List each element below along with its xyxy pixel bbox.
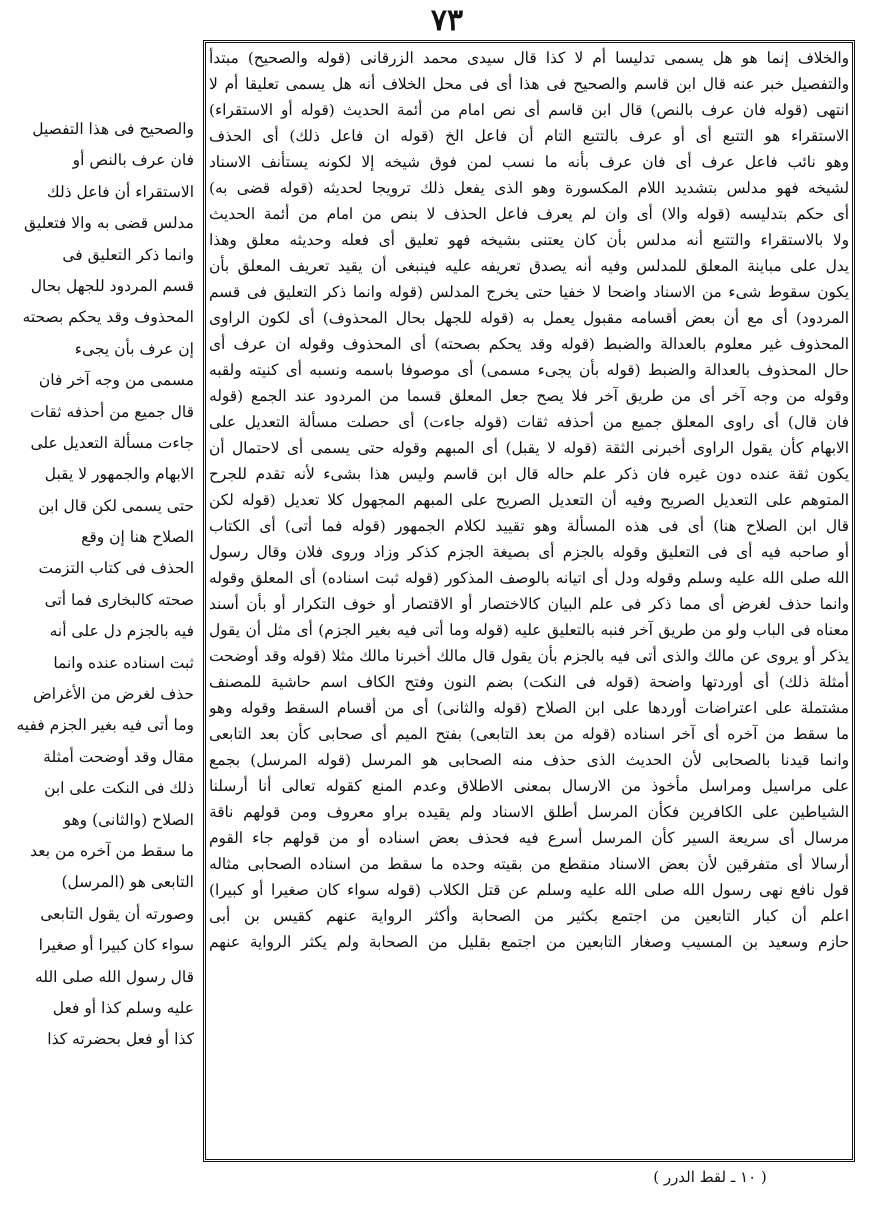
commentary-line: الشياطين على الكافرين فكأن المرسل أطلق الاسناد ولم يقيده براو معروف ومن قولهم ناقة [209, 803, 849, 821]
commentary-line: يذكر أو يروى عن مالك والذى أتى فيه بالجزم بأن يقول قال مالك أخبرنا مالك مثلا (قوله وقد أوضحت [209, 647, 849, 665]
matn-line: سواء كان كبيرا أو صغيرا [38, 936, 194, 955]
commentary-line: وانما قيدنا بالصحابى لأن الحديث الذى حذف منه الصحابى هو المرسل (قوله المرسل) بجمع [209, 751, 849, 769]
matn-line: قال رسول الله صلى الله [35, 967, 194, 986]
matn-line: حذف لغرض من الأغراض [32, 685, 194, 704]
signature-mark: ( ١٠ ـ لقط الدرر ) [653, 1168, 767, 1186]
page-number: ٧٣ [430, 3, 464, 38]
commentary-line: يكون ثقة عنده دون غيره فان ذكر علم حاله قال ابن قاسم وليس هذا بشىء لأنه تقدم للجرح [209, 465, 849, 483]
matn-line: المحذوف وقد يحكم بصحته [22, 308, 194, 327]
commentary-line: المتوهم على التعديل الصريح وفيه أن التعديل الصريح على المبهم المجهول كلا تعديل (قوله لكن [209, 491, 849, 509]
matn-line: فان عرف بالنص أو [72, 151, 194, 170]
commentary-line: مرسال أى سريعة السير كأن المرسل أسرع فيه فحذف بعض اسناده أو من قولهم جاء القوم [209, 829, 849, 847]
commentary-line: وانما حذف لغرض أى مما ذكر فى علم البيان كالاختصار أو الاقتصار أو خوف التكرار أو بأن أسند [209, 595, 849, 613]
matn-line: عليه وسلم كذا أو فعل [52, 998, 194, 1017]
commentary-line: وهو نائب فاعل عرف أى فان عرف بأنه ما نسب لمن فوق شيخه إلا لكونه يستأنف الاسناد [209, 153, 849, 171]
matn-line: ذلك فى النكت على ابن [44, 779, 194, 798]
matn-line: قسم المردود للجهل بحال [30, 276, 194, 295]
matn-line: وما أتى فيه بغير الجزم ففيه [16, 716, 194, 735]
matn-line: مسمى من وجه آخر فان [38, 371, 194, 390]
commentary-line: وقوله من وجه آخر أى من طريق آخر فلا يصح جعل المعلق قسما من المردود عند الجمع (قوله [209, 387, 849, 405]
commentary-line: فان قال) أى راوى المعلق جميع من أحذفه ثقات (قوله جاءت) أى حصلت مسألة التعديل على [209, 413, 849, 431]
commentary-line: مشتملة على اعتراضات أوردها على ابن الصلاح (قوله والثانى) أى من أقسام السقط وقوله وهو [209, 699, 849, 717]
commentary-line: لشيخه فهو مدلس بتشديد اللام المكسورة وهو الذى يفعل ذلك ترويجا لحديثه (قوله قضى به) [209, 179, 849, 197]
commentary-line: أو صاحبه فيه أى فى التعليق وقوله بالجزم أى بصيغة الجزم كذكر وزاد وروى فلان وقال رسول [209, 543, 849, 561]
matn-line: الاستقراء أن فاعل ذلك [46, 182, 194, 201]
commentary-line: الاستقراء هو التتبع أى أو عرف بالتتبع التام أن فاعل الخ (قوله ان فاعل ذلك) أى الحذف [209, 127, 849, 145]
matn-line: صحته كالبخارى فما أتى [44, 590, 194, 609]
commentary-line: الله صلى الله عليه وسلم وقوله ودل أى اتيانه بالوصف المذكور (قوله ثبت اسناده) أى المعلق وقوله [209, 569, 849, 587]
commentary-line: يكون سقوط شىء من الاسناد واضحا لا خفيا حتى يخرج المدلس (قوله وانما ذكر التعليق فى قسم [209, 283, 849, 301]
matn-line: فيه بالجزم دل على أنه [49, 622, 194, 641]
matn-line: جاءت مسألة التعديل على [30, 433, 194, 452]
commentary-line: ولا بالاستقراء والتتبع أنه مدلس بأن كان يعتنى بشيخه فهو تعليق أى فعله وحديثه معلق وهذا [209, 231, 849, 249]
commentary-line: على مراسيل ومراسل مأخوذ من الارسال بمعنى الاطلاق وعدم المنع كقوله تعالى أنا أرسلنا [209, 777, 849, 795]
commentary-line: أرسالا أى متفرقين لأن بعض الاسناد منقطع من بقيته وحده ما سقط من اسناده الصحابى مثاله [209, 855, 849, 873]
commentary-line: انتهى (قوله فان عرف بالنص) قال ابن قاسم أى نص امام من أئمة الحديث (قوله أو الاستقراء) [209, 101, 849, 119]
commentary-line: ما سقط من آخره أى آخر اسناده (قوله من بعد التابعى) بفتح الميم أى صحابى كأن بعد التابعى [209, 725, 849, 743]
matn-line: قال جميع من أحذفه ثقات [30, 402, 194, 421]
matn-line: ما سقط من آخره من بعد [30, 841, 194, 860]
commentary-line: والتفصيل خبر عنه قال ابن قاسم والصحيح فى هذا أى فى محل الخلاف أنه هل يسمى تعليقا أم لا [209, 75, 849, 93]
matn-line: الصلاح هنا إن وقع [81, 528, 194, 547]
commentary-line: والخلاف إنما هو هل يسمى تدليسا أم لا كذا قال سيدى محمد الزرقانى (قوله والصحيح) مبتدأ [209, 49, 849, 67]
matn-line: كذا أو فعل بحضرته كذا [47, 1030, 194, 1049]
matn-line: مقال وقد أوضحت أمثلة [43, 747, 194, 766]
commentary-text [209, 45, 849, 1157]
matn-line: والصحيح فى هذا التفصيل [32, 120, 194, 138]
matn-line: ثبت اسناده عنده وانما [53, 653, 194, 672]
commentary-line: أى حكم بتدليسه (قوله والا) أى وان لم يعرف فاعل الحذف لا بنص من امام من أئمة الحديث [209, 205, 849, 223]
commentary-line: قال ابن الصلاح هنا) أى فى هذه المسألة وهو تقييد لكلام الجمهور (قوله فما أتى) أى الكتاب [209, 517, 849, 535]
commentary-line: حال المحذوف بالعدالة والضبط (قوله بأن يجىء مسمى) أى موصوفا باسمه ونسبه أى كنيته ولقبه [209, 361, 849, 379]
matn-line: وصورته أن يقول التابعى [40, 904, 194, 923]
matn-line: التابعى هو (المرسل) [61, 873, 194, 892]
matn-line: مدلس قضى به والا فتعليق [24, 214, 194, 233]
commentary-line: حازم وسعيد بن المسيب وصغار التابعين من اجتمع بقليل من الصحابة ولم يكثر الرواية عنهم [209, 933, 849, 951]
commentary-line: الابهام كأن يقول الراوى أخبرنى الثقة (قوله لا يقبل) أى المبهم وقوله حتى يسمى أى لاحتمال أن [209, 439, 849, 457]
matn-line: حتى يسمى لكن قال ابن [38, 496, 194, 515]
matn-line: الحذف فى كتاب التزمت [38, 559, 194, 578]
commentary-line: أمثلة ذلك) أى أوردتها واضحة (قوله فى النكت) بضم النون وفتح الكاف اسم حاشية للمصنف [209, 673, 849, 691]
matn-line: وانما ذكر التعليق فى [62, 245, 194, 264]
commentary-line: المحذوف غير معلوم بالعدالة والضبط (قوله وقد يحكم بصحته) أى المحذوف وقوله ان عرف أى [209, 335, 849, 353]
commentary-line: قول نافع نهى رسول الله صلى الله عليه وسلم عن قتل الكلاب (قوله سواء كان صغيرا أو كبيرا) [209, 881, 849, 899]
commentary-line: معناه فى الباب ولو من طريق آخر فنبه بالتعليق عليه (قوله وما أتى فيه بغير الجزم) أى مثل أن يقول [209, 621, 849, 639]
commentary-line: اعلم أن كبار التابعين من اجتمع بكثير من الصحابة وأكثر الرواية عنهم كقيس بن أبى [209, 907, 849, 925]
matn-line: الصلاح (والثانى) وهو [63, 810, 194, 829]
matn-line: إن عرف بأن يجىء [74, 339, 194, 358]
matn-line: الابهام والجمهور لا يقبل [44, 465, 194, 484]
commentary-line: يدل على مباينة المعلق للمدلس وفيه أنه يصدق تعريفه عليه فينبغى أن يقيد تعريف المعلق بأن [209, 257, 849, 275]
commentary-line: المردود) أى مع أن بعض أقسامه مقبول يعمل به (قوله للجهل بحال المحذوف) أى لكون الراوى [209, 309, 849, 327]
margin-matn-text [4, 114, 194, 1056]
